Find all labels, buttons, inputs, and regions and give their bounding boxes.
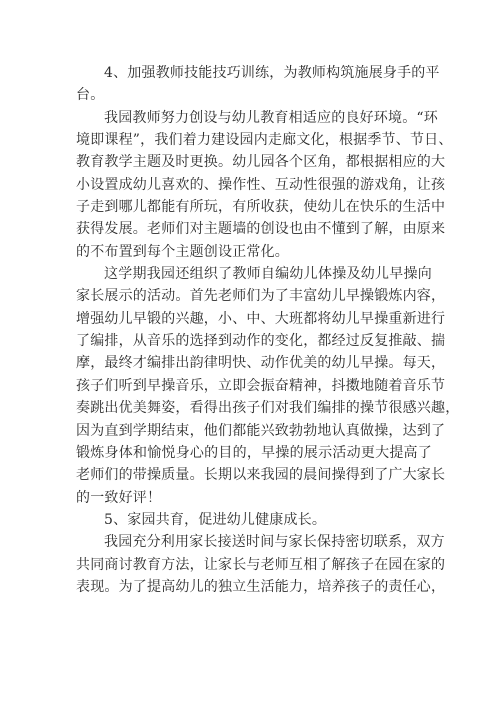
text-line: 奏跳出优美舞姿，看得出孩子们对我们编排的操节很感兴趣， xyxy=(76,400,460,417)
text-line: 孩子们听到早操音乐，立即会振奋精神，抖擞地随着音乐节 xyxy=(76,377,446,394)
text-line: 的一致好评！ xyxy=(76,489,162,506)
text-line: 台。 xyxy=(76,87,105,104)
text-line: 我园教师努力创设与幼儿教育相适应的良好环境。“环 xyxy=(104,109,438,126)
text-line: 共同商讨教育方法，让家长与老师互相了解孩子在园在家的 xyxy=(76,556,446,573)
paragraph-environment xyxy=(76,107,453,263)
text-line: 境即课程”，我们着力建设园内走廊文化，根据季节、节日、 xyxy=(76,132,453,149)
text-line: 这学期我园还组织了教师自编幼儿体操及幼儿早操向 xyxy=(104,266,432,283)
text-line: 了编排，从音乐的选择到动作的变化，都经过反复推敲、揣 xyxy=(76,333,446,350)
text-line: 教育教学主题及时更换。幼儿园各个区角，都根据相应的大 xyxy=(76,154,446,171)
text-line: 锻炼身体和愉悦身心的目的，早操的展示活动更大提高了 xyxy=(76,444,432,461)
text-line: 摩，最终才编排出韵律明快、动作优美的幼儿早操。每天， xyxy=(76,355,446,372)
text-line: 子走到哪儿都能有所玩，有所收获，使幼儿在快乐的生活中 xyxy=(76,199,446,216)
text-line: 获得发展。老师们对主题墙的创设也由不懂到了解，由原来 xyxy=(76,221,446,238)
text-line: 表现。为了提高幼儿的独立生活能力，培养孩子的责任心， xyxy=(76,578,446,595)
text-line: 老师们的带操质量。长期以来我园的晨间操得到了广大家长 xyxy=(76,467,446,484)
text-line: 家长展示的活动。首先老师们为了丰富幼儿早操锻炼内容， xyxy=(76,288,446,305)
paragraph-teacher-skills xyxy=(76,62,440,107)
paragraph-home-school xyxy=(76,531,446,598)
text-line: 小设置成幼儿喜欢的、操作性、互动性很强的游戏角，让孩 xyxy=(76,176,446,193)
paragraph-home-school-heading xyxy=(76,509,432,531)
text-line: 的不布置到每个主题创设正常化。 xyxy=(76,243,289,260)
section-heading: 5、家园共育，促进幼儿健康成长。 xyxy=(104,511,327,528)
text-line: 增强幼儿早锻的兴趣，小、中、大班都将幼儿早操重新进行 xyxy=(76,310,446,327)
text-line: 因为直到学期结束，他们都能兴致勃勃地认真做操，达到了 xyxy=(76,422,446,439)
text-line: 4、加强教师技能技巧训练，为教师构筑施展身手的平 xyxy=(104,65,440,81)
document-body xyxy=(76,62,460,598)
paragraph-morning-exercise xyxy=(76,263,460,509)
text-line: 我园充分利用家长接送时间与家长保持密切联系，双方 xyxy=(104,534,445,551)
